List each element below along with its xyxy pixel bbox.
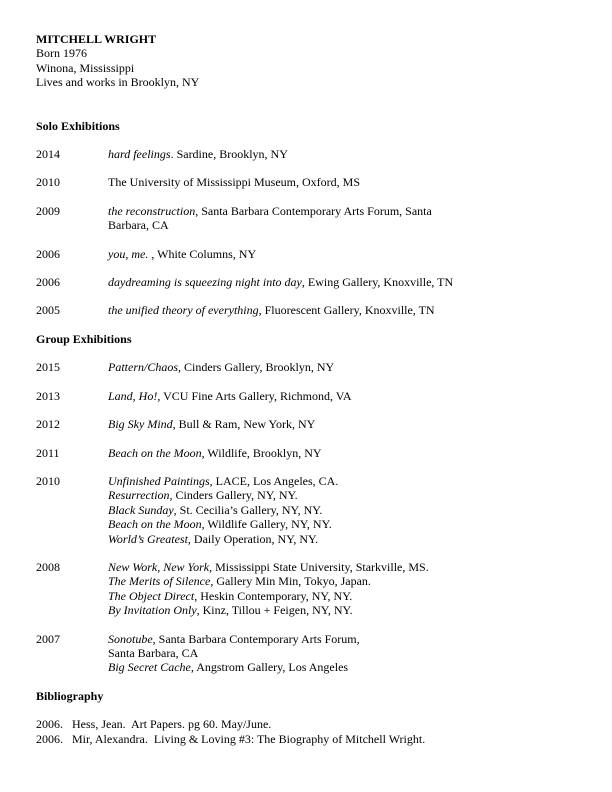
exhibition-details	[108, 275, 576, 289]
exhibition-line	[108, 560, 576, 574]
exhibition-title: The Merits of Silence	[108, 574, 211, 589]
exhibition-title: Pattern/Chaos	[108, 360, 179, 375]
exhibition-line	[108, 603, 576, 617]
exhibition-entry	[36, 147, 576, 161]
exhibition-venue: , Daily Operation, NY, NY.	[187, 531, 319, 546]
solo-exhibitions-heading: Solo Exhibitions	[36, 118, 120, 133]
exhibition-line	[108, 503, 576, 517]
exhibition-entry	[36, 175, 576, 189]
exhibition-venue: , St. Cecilia’s Gallery, NY, NY.	[173, 502, 323, 517]
exhibition-details	[108, 474, 576, 546]
exhibition-entry	[36, 560, 576, 618]
exhibition-line	[108, 589, 576, 603]
exhibition-year: 2006	[36, 275, 60, 290]
exhibition-details	[108, 632, 576, 675]
exhibition-line	[108, 446, 576, 460]
exhibition-entry	[36, 204, 576, 233]
exhibition-title: hard feelings	[108, 147, 171, 162]
exhibition-year: 2010	[36, 175, 60, 190]
exhibition-details	[108, 204, 576, 233]
exhibition-title: Land, Ho!	[108, 388, 158, 403]
exhibition-venue: , Fluorescent Gallery, Knoxville, TN	[258, 303, 435, 318]
group-exhibitions-list	[36, 360, 576, 675]
header	[36, 32, 576, 90]
exhibition-line	[108, 532, 576, 546]
cv-page	[36, 32, 576, 746]
solo-exhibitions-list	[36, 147, 576, 318]
exhibition-venue: , White Columns, NY	[151, 246, 257, 261]
exhibition-year: 2008	[36, 559, 60, 574]
bibliography-heading: Bibliography	[36, 688, 104, 703]
exhibition-line	[108, 275, 576, 289]
exhibition-year: 2013	[36, 388, 60, 403]
exhibition-year: 2005	[36, 303, 60, 318]
exhibition-details	[108, 417, 576, 431]
bibliography-item: 2006. Hess, Jean. Art Papers. pg 60. May/June.	[36, 717, 272, 732]
exhibition-venue: , LACE, Los Angeles, CA.	[209, 473, 339, 488]
exhibition-year: 2010	[36, 473, 60, 488]
exhibition-entry	[36, 474, 576, 546]
exhibition-venue: , Kinz, Tillou + Feigen, NY, NY.	[196, 603, 353, 618]
exhibition-venue: , Wildlife, Brooklyn, NY	[201, 445, 322, 460]
exhibition-venue: , Cinders Gallery, Brooklyn, NY	[178, 360, 335, 375]
exhibition-line	[108, 247, 576, 261]
exhibition-venue: , Santa Barbara Contemporary Arts Forum, Santa	[195, 203, 432, 218]
exhibition-title: Sonotube	[108, 631, 153, 646]
exhibition-entry	[36, 303, 576, 317]
exhibition-title: Black Sunday	[108, 502, 174, 517]
exhibition-details	[108, 360, 576, 374]
exhibition-title: the unified theory of everything	[108, 303, 259, 318]
exhibition-year: 2006	[36, 246, 60, 261]
exhibition-entry	[36, 360, 576, 374]
exhibition-venue: The University of Mississippi Museum, Oxford, MS	[108, 175, 360, 190]
exhibition-title: Big Sky Mind	[108, 417, 173, 432]
exhibition-line	[108, 218, 576, 232]
exhibition-details	[108, 303, 576, 317]
exhibition-line	[108, 632, 576, 646]
exhibition-entry	[36, 417, 576, 431]
exhibition-year: 2014	[36, 147, 60, 162]
exhibition-entry	[36, 275, 576, 289]
exhibition-year: 2012	[36, 417, 60, 432]
exhibition-details	[108, 389, 576, 403]
exhibition-title: Unfinished Paintings	[108, 473, 210, 488]
exhibition-venue: , Mississippi State University, Starkville, MS.	[209, 559, 429, 574]
exhibition-year: 2007	[36, 631, 60, 646]
exhibition-venue: Barbara, CA	[108, 218, 169, 233]
residence: Lives and works in Brooklyn, NY	[36, 75, 200, 90]
exhibition-title: Big Secret Cache	[108, 660, 191, 675]
exhibition-line	[108, 517, 576, 531]
bibliography-list	[36, 717, 576, 746]
exhibition-title: The Object Direct	[108, 588, 195, 603]
artist-name: MITCHELL WRIGHT	[36, 32, 157, 46]
exhibition-title: World’s Greatest	[108, 531, 188, 546]
exhibition-venue: , Angstrom Gallery, Los Angeles	[190, 660, 349, 675]
exhibition-title: Resurrection	[108, 488, 170, 503]
exhibition-line	[108, 389, 576, 403]
exhibition-line	[108, 488, 576, 502]
exhibition-title: daydreaming is squeezing night into day	[108, 275, 302, 290]
exhibition-year: 2009	[36, 203, 60, 218]
exhibition-year: 2011	[36, 445, 60, 460]
exhibition-venue: , Santa Barbara Contemporary Arts Forum,	[152, 631, 360, 646]
exhibition-entry	[36, 247, 576, 261]
exhibition-venue: , Cinders Gallery, NY, NY.	[169, 488, 298, 503]
exhibition-venue: , Bull & Ram, New York, NY	[172, 417, 316, 432]
exhibition-details	[108, 175, 576, 189]
exhibition-line	[108, 360, 576, 374]
birth-place: Winona, Mississippi	[36, 60, 135, 75]
exhibition-title: Beach on the Moon	[108, 445, 202, 460]
exhibition-title: New Work, New York	[108, 559, 210, 574]
exhibition-venue: , Ewing Gallery, Knoxville, TN	[301, 275, 454, 290]
exhibition-details	[108, 446, 576, 460]
exhibition-line	[108, 204, 576, 218]
exhibition-venue: . Sardine, Brooklyn, NY	[170, 147, 288, 162]
exhibition-title: you, me.	[108, 246, 152, 261]
exhibition-line	[108, 147, 576, 161]
exhibition-entry	[36, 446, 576, 460]
exhibition-line	[108, 646, 576, 660]
exhibition-line	[108, 574, 576, 588]
exhibition-details	[108, 147, 576, 161]
exhibition-details	[108, 247, 576, 261]
bibliography-item: 2006. Mir, Alexandra. Living & Loving #3: The Biography of Mitchell Wright.	[36, 731, 426, 746]
exhibition-line	[108, 417, 576, 431]
exhibition-title: Beach on the Moon	[108, 517, 202, 532]
exhibition-venue: Santa Barbara, CA	[108, 645, 199, 660]
exhibition-entry	[36, 389, 576, 403]
exhibition-venue: , Wildlife Gallery, NY, NY.	[201, 517, 332, 532]
exhibition-line	[108, 175, 576, 189]
exhibition-venue: , Gallery Min Min, Tokyo, Japan.	[210, 574, 371, 589]
exhibition-venue: , VCU Fine Arts Gallery, Richmond, VA	[157, 388, 352, 403]
exhibition-line	[108, 660, 576, 674]
exhibition-entry	[36, 632, 576, 675]
exhibition-title: By Invitation Only	[108, 603, 197, 618]
exhibition-title: the reconstruction	[108, 203, 196, 218]
exhibition-line	[108, 474, 576, 488]
exhibition-venue: , Heskin Contemporary, NY, NY.	[194, 588, 353, 603]
exhibition-details	[108, 560, 576, 618]
group-exhibitions-heading: Group Exhibitions	[36, 331, 132, 346]
birth-year: Born 1976	[36, 46, 87, 61]
exhibition-line	[108, 303, 576, 317]
exhibition-year: 2015	[36, 360, 60, 375]
